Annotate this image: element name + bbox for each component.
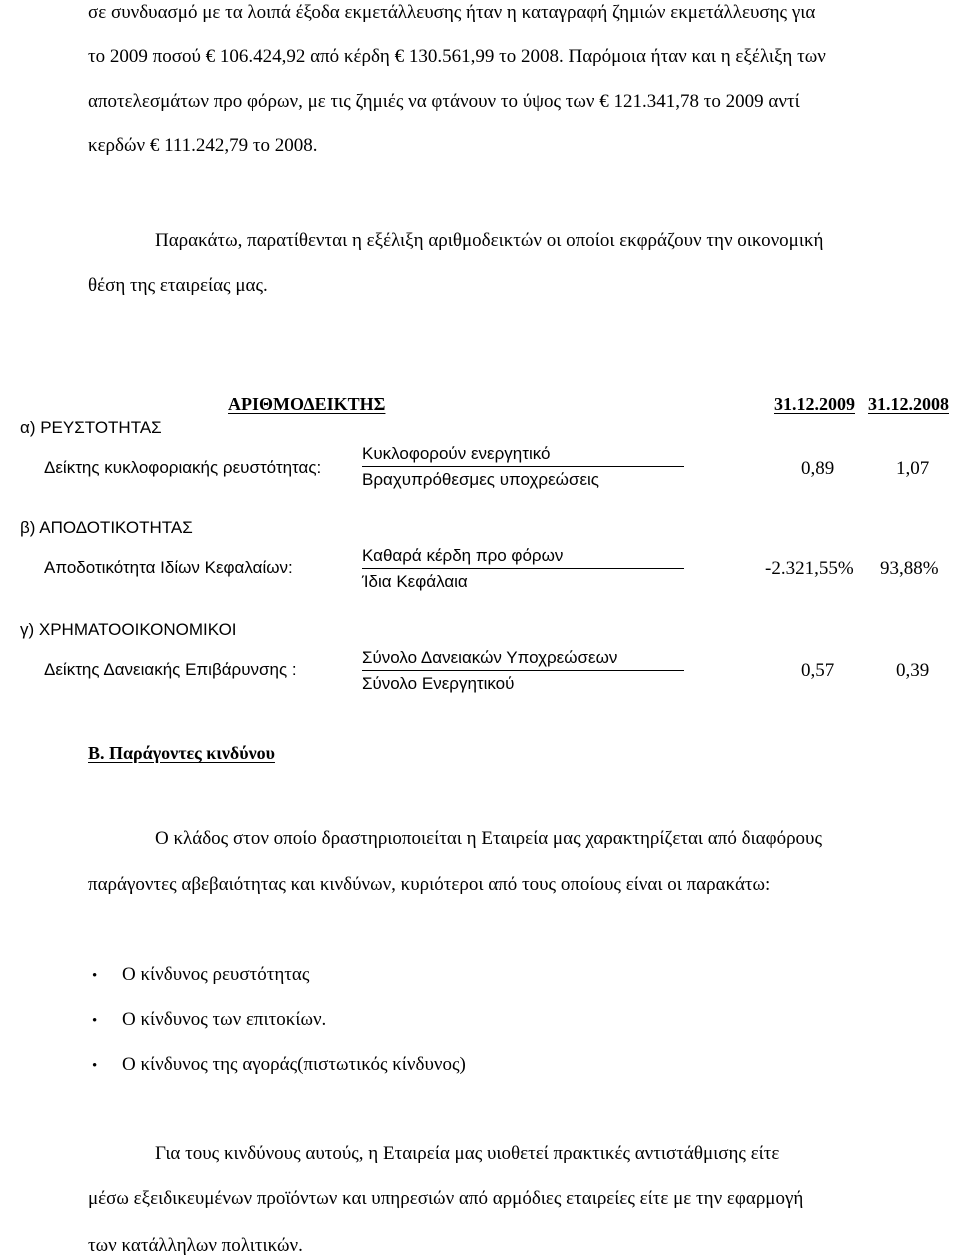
intro-line-4: κερδών € 111.242,79 το 2008.: [88, 135, 318, 156]
section-profitability-title: β) ΑΠΟΔΟΤΙΚΟΤΗΤΑΣ: [20, 518, 193, 537]
risk-para2-line-2: μέσω εξειδικευμένων προϊόντων και υπηρεσιών από αρμόδιες εταιρείες είτε με την εφαρμογή: [88, 1188, 804, 1209]
financial-fraction-line: [362, 670, 684, 671]
risk-para2-line-3: των κατάλληλων πολιτικών.: [88, 1235, 303, 1256]
risk-para1-line-2: παράγοντες αβεβαιότητας και κινδύνων, κυριότεροι από τους οποίους είναι οι παρακάτω:: [88, 874, 771, 895]
section-financial-title: γ) ΧΡΗΜΑΤΟΟΙΚΟΝΟΜΙΚΟΙ: [20, 620, 237, 639]
intro-line-3: αποτελεσμάτων προ φόρων, με τις ζημιές να φτάνουν το ύψος των € 121.341,78 το 2009 αντί: [88, 91, 800, 112]
financial-value-2009: 0,57: [801, 660, 835, 681]
list-item: Ο κίνδυνος των επιτοκίων.: [122, 1009, 327, 1030]
profitability-denominator: Ίδια Κεφάλαια: [362, 572, 468, 591]
indices-intro-line-2: θέση της εταιρείας μας.: [88, 275, 268, 296]
col-2008-header: 31.12.2008: [868, 394, 949, 414]
section-liquidity-title: α) ΡΕΥΣΤΟΤΗΤΑΣ: [20, 418, 162, 437]
profitability-numerator: Καθαρά κέρδη προ φόρων: [362, 546, 564, 565]
liquidity-numerator: Κυκλοφορούν ενεργητικό: [362, 444, 551, 463]
bullet-icon: •: [92, 1058, 98, 1074]
liquidity-value-2009: 0,89: [801, 458, 835, 479]
bullet-icon: •: [92, 1013, 98, 1029]
financial-value-2008: 0,39: [896, 660, 930, 681]
list-item: Ο κίνδυνος της αγοράς(πιστωτικός κίνδυνος): [122, 1054, 466, 1075]
col-2009-header: 31.12.2009: [774, 394, 855, 414]
financial-ratio-name: Δείκτης Δανειακής Επιβάρυνσης :: [44, 660, 297, 679]
risk-para1-line-1: Ο κλάδος στον οποίο δραστηριοποιείται η Εταιρεία μας χαρακτηρίζεται από διαφόρους: [155, 828, 822, 849]
profitability-fraction-line: [362, 568, 684, 569]
liquidity-denominator: Βραχυπρόθεσμες υποχρεώσεις: [362, 470, 599, 489]
index-column-header: ΑΡΙΘΜΟΔΕΙΚΤΗΣ: [228, 394, 386, 414]
liquidity-value-2008: 1,07: [896, 458, 930, 479]
bullet-icon: •: [92, 968, 98, 984]
financial-numerator: Σύνολο Δανειακών Υποχρεώσεων: [362, 648, 618, 667]
financial-denominator: Σύνολο Ενεργητικού: [362, 674, 515, 693]
profitability-ratio-name: Αποδοτικότητα Ιδίων Κεφαλαίων:: [44, 558, 293, 577]
list-item: Ο κίνδυνος ρευστότητας: [122, 964, 310, 985]
risk-para2-line-1: Για τους κινδύνους αυτούς, η Εταιρεία μας υιοθετεί πρακτικές αντιστάθμισης είτε: [155, 1143, 780, 1164]
risk-heading: Β. Παράγοντες κινδύνου: [88, 743, 275, 763]
intro-line-1: σε συνδυασμό με τα λοιπά έξοδα εκμετάλλευσης ήταν η καταγραφή ζημιών εκμετάλλευσης για: [88, 2, 816, 23]
intro-line-2: το 2009 ποσού € 106.424,92 από κέρδη € 130.561,99 το 2008. Παρόμοια ήταν και η εξέλιξη των: [88, 46, 826, 67]
profitability-value-2009: -2.321,55%: [765, 558, 854, 579]
indices-intro-line-1: Παρακάτω, παρατίθενται η εξέλιξη αριθμοδεικτών οι οποίοι εκφράζουν την οικονομική: [155, 230, 824, 251]
liquidity-ratio-name: Δείκτης κυκλοφοριακής ρευστότητας:: [44, 458, 322, 477]
profitability-value-2008: 93,88%: [880, 558, 939, 579]
liquidity-fraction-line: [362, 466, 684, 467]
